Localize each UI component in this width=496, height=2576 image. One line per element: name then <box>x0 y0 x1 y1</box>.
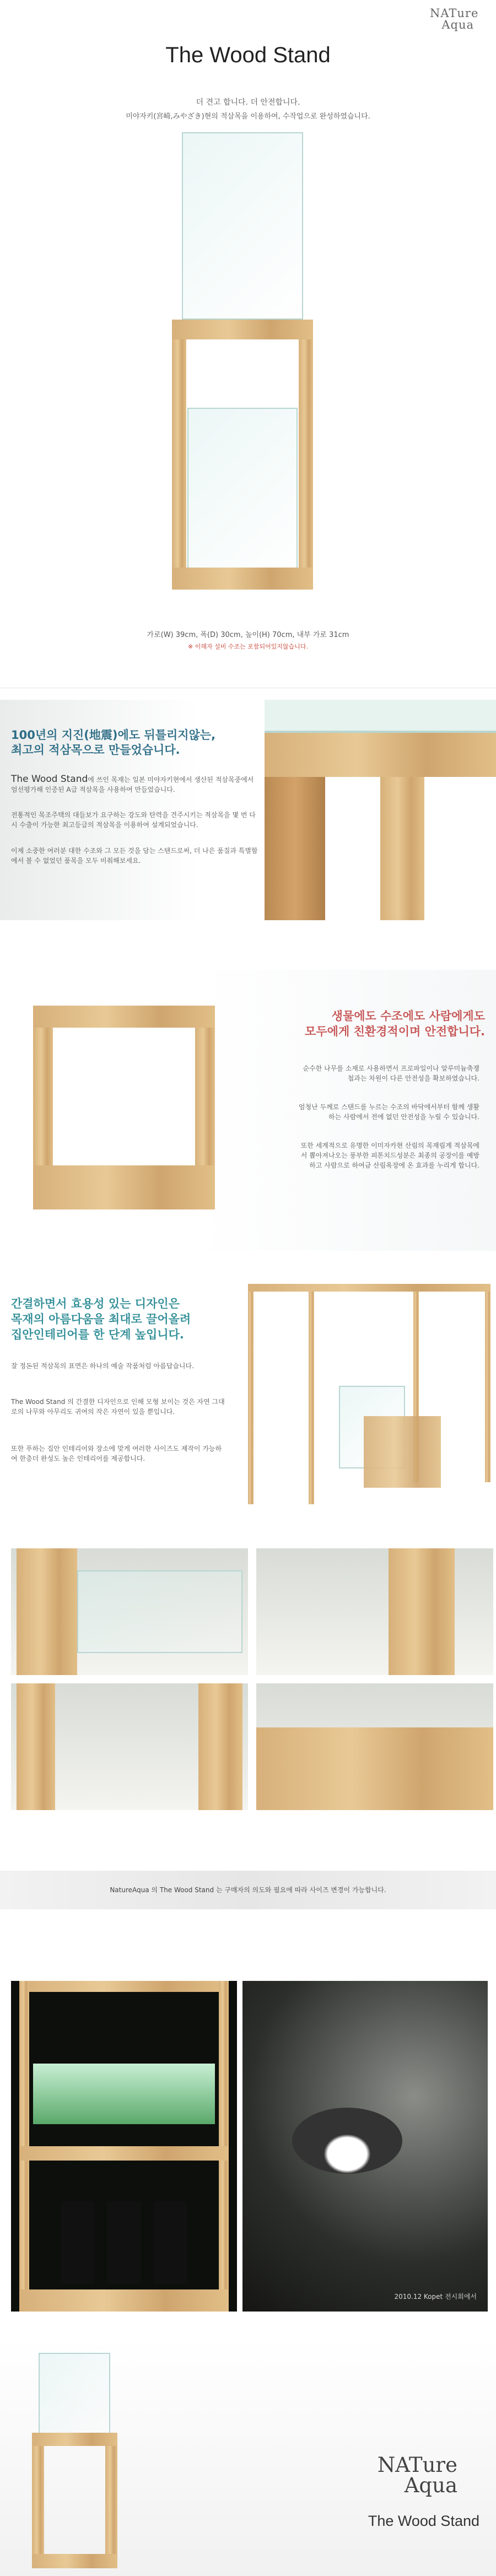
footer-stand-leg-right <box>105 2446 117 2567</box>
detail-wood <box>389 1548 455 1675</box>
section2-paragraph2: 엄청난 두께로 스탠드를 누르는 수조의 바닥에서부터 함께 생활하는 사람에서 전에 없던 안전성을 누릴 수 있습니다. <box>298 1103 479 1121</box>
section1-paragraph1 <box>11 774 259 795</box>
footer-logo-line2: Aqua <box>404 2474 457 2497</box>
detail-glass <box>77 1570 242 1653</box>
spec-dimensions: 가로(W) 39cm, 폭(D) 30cm, 높이(H) 70cm, 내부 가로 31cm <box>147 631 349 639</box>
stand-bottom-frame <box>172 568 313 590</box>
led-lamp <box>292 2108 402 2174</box>
section3-heading-line1: 간결하면서 효용성 있는 디자인은 <box>11 1297 180 1310</box>
footer-logo-line1: NATure <box>377 2453 457 2477</box>
detail-wood <box>256 1727 493 1810</box>
section1-paragraph2: 전통적인 목조주택의 대들보가 요구하는 강도와 탄력을 견주시키는 적삼목을 몇 번 다시 수출이 가능한 최고등급의 적삼목을 이용하여 설계되었습니다. <box>11 811 256 829</box>
planted-tank <box>33 2064 215 2124</box>
hero-product-image <box>160 132 325 612</box>
detail-wood <box>198 1683 242 1810</box>
canister-filters <box>61 2201 187 2284</box>
wood-post-left <box>265 777 325 920</box>
footer-stand-top <box>32 2433 117 2446</box>
tall-stand-frame-2 <box>309 1284 314 1504</box>
exhibit-stand-frame <box>19 1981 229 1992</box>
exhibit-shelf <box>19 2146 229 2161</box>
custom-note-banner <box>0 1871 496 1909</box>
spec-note: ※ 이해자 설비 수조는 포함되어있지않습니다. <box>188 643 308 650</box>
tall-stand-top <box>248 1284 490 1292</box>
detail-wood <box>17 1683 55 1810</box>
section2-photo <box>22 984 226 1226</box>
stand-top-frame <box>172 320 313 339</box>
footer-product-name: The Wood Stand <box>368 2513 479 2529</box>
tall-stand-frame <box>248 1284 254 1504</box>
section1-p1-text: 에 쓰인 목재는 일본 미야자키현에서 생산된 적삼목중에서 엄선평가해 인증된 A급 적삼목을 사용하여 만들었습니다. <box>11 776 254 793</box>
exhibit-photo-left <box>11 1981 237 2312</box>
section1 <box>0 700 496 920</box>
detail-photo-3 <box>11 1683 248 1810</box>
upper-glass-tank <box>182 132 303 320</box>
tank-glass-edge <box>265 700 496 733</box>
footer-stand-base <box>32 2554 117 2568</box>
exhibit-caption: 2010.12 Kopet 전시회에서 <box>394 2293 477 2300</box>
tall-stand-frame-4 <box>485 1284 490 1482</box>
wood-corner-top <box>265 733 496 777</box>
section2 <box>0 970 496 1251</box>
section3-paragraph2: The Wood Stand 의 간결한 디자인으로 인해 모형 보이는 것은 자연 그대로의 나무와 아무리도 귀여의 작은 자연이 있을 뿐입니다. <box>11 1398 225 1416</box>
section1-heading-line2: 최고의 적삼목으로 만들었습니다. <box>11 743 180 757</box>
section1-brand: The Wood Stand <box>11 774 88 785</box>
section2-heading-line2: 모두에게 친환경적이며 안전합니다. <box>305 1025 485 1038</box>
wood-post-right <box>380 777 424 920</box>
short-stand <box>364 1416 441 1488</box>
stand-left-leg <box>172 339 186 587</box>
detail-photo-4 <box>256 1683 493 1810</box>
section3 <box>0 1267 496 1521</box>
custom-note-text: NatureAqua 의 The Wood Stand 는 구매자의 의도와 필요에 따라 사이즈 변경이 가능합니다. <box>110 1886 386 1894</box>
header-subtitle: 미야자키(宮崎,みやざき)현의 적삼목을 이용하여, 수작업으로 완성하였습니다. <box>126 112 370 121</box>
section2-paragraph1: 순수한 나무를 소재로 사용하면서 프로파일이나 알루미늄축쟁첩과는 차원이 다른 안전성을 확보하였습니다. <box>303 1065 479 1082</box>
exhibit-photo-right <box>242 1981 488 2312</box>
detail-photo-2 <box>256 1548 493 1675</box>
header-tagline: 더 견고 합니다. 더 안전합니다. <box>196 98 300 107</box>
page-title: The Wood Stand <box>165 43 331 67</box>
detail-grid <box>0 1548 496 1813</box>
section3-heading-line2: 목재의 아름다움을 최대로 끌어올려 <box>11 1313 191 1326</box>
frame-bottom <box>33 1165 215 1209</box>
section3-paragraph3: 또한 푸하는 집안 인테리어와 장소에 맞게 여러한 사이즈도 제작이 가능하여 한층더 완성도 높은 인테리어를 제공합니다. <box>11 1445 222 1462</box>
section3-photo <box>242 1284 490 1510</box>
frame-top <box>33 1006 215 1028</box>
footer-logo <box>378 2455 457 2496</box>
logo-line2: Aqua <box>441 18 474 31</box>
section2-heading-line1: 생물에도 수조에도 사람에게도 <box>331 1009 485 1023</box>
section1-heading-line1: 100년의 지진(地震)에도 뒤틀리지않는, <box>11 728 216 742</box>
detail-wood <box>17 1548 77 1675</box>
brand-logo <box>430 7 479 31</box>
section1-paragraph3: 이제 소중한 여러분 대한 수조와 그 모든 것을 담는 스탠드로써, 더 나은 품질과 특별함에서 볼 수 없었던 품목을 모두 비춰해보세요. <box>11 847 258 865</box>
footer-stand-leg-left <box>32 2446 44 2567</box>
section3-paragraph1: 잘 정돈된 적삼목의 표면은 하나의 예술 작품처럼 아름답습니다. <box>11 1362 194 1370</box>
logo-line1: NATure <box>430 7 479 20</box>
stand-right-leg <box>299 339 313 587</box>
section1-photo <box>265 700 496 920</box>
section2-paragraph3: 또한 세계적으로 유명한 이미자카현 산림의 목재림계 적삼목에서 뽑아져나오는 풍부한 피톤치드성분은 최종의 공장이를 예방하고 사람으로 하여금 산림욕장에 온 효과를 누리게 합니다. <box>300 1142 479 1169</box>
exhibit-base <box>19 2289 229 2312</box>
footer-tank <box>39 2353 110 2435</box>
section3-heading-line3: 집안인테리어를 한 단계 높입니다. <box>11 1328 184 1341</box>
lower-glass-tank <box>187 408 298 573</box>
detail-photo-1 <box>11 1548 248 1675</box>
footer <box>0 2339 496 2576</box>
